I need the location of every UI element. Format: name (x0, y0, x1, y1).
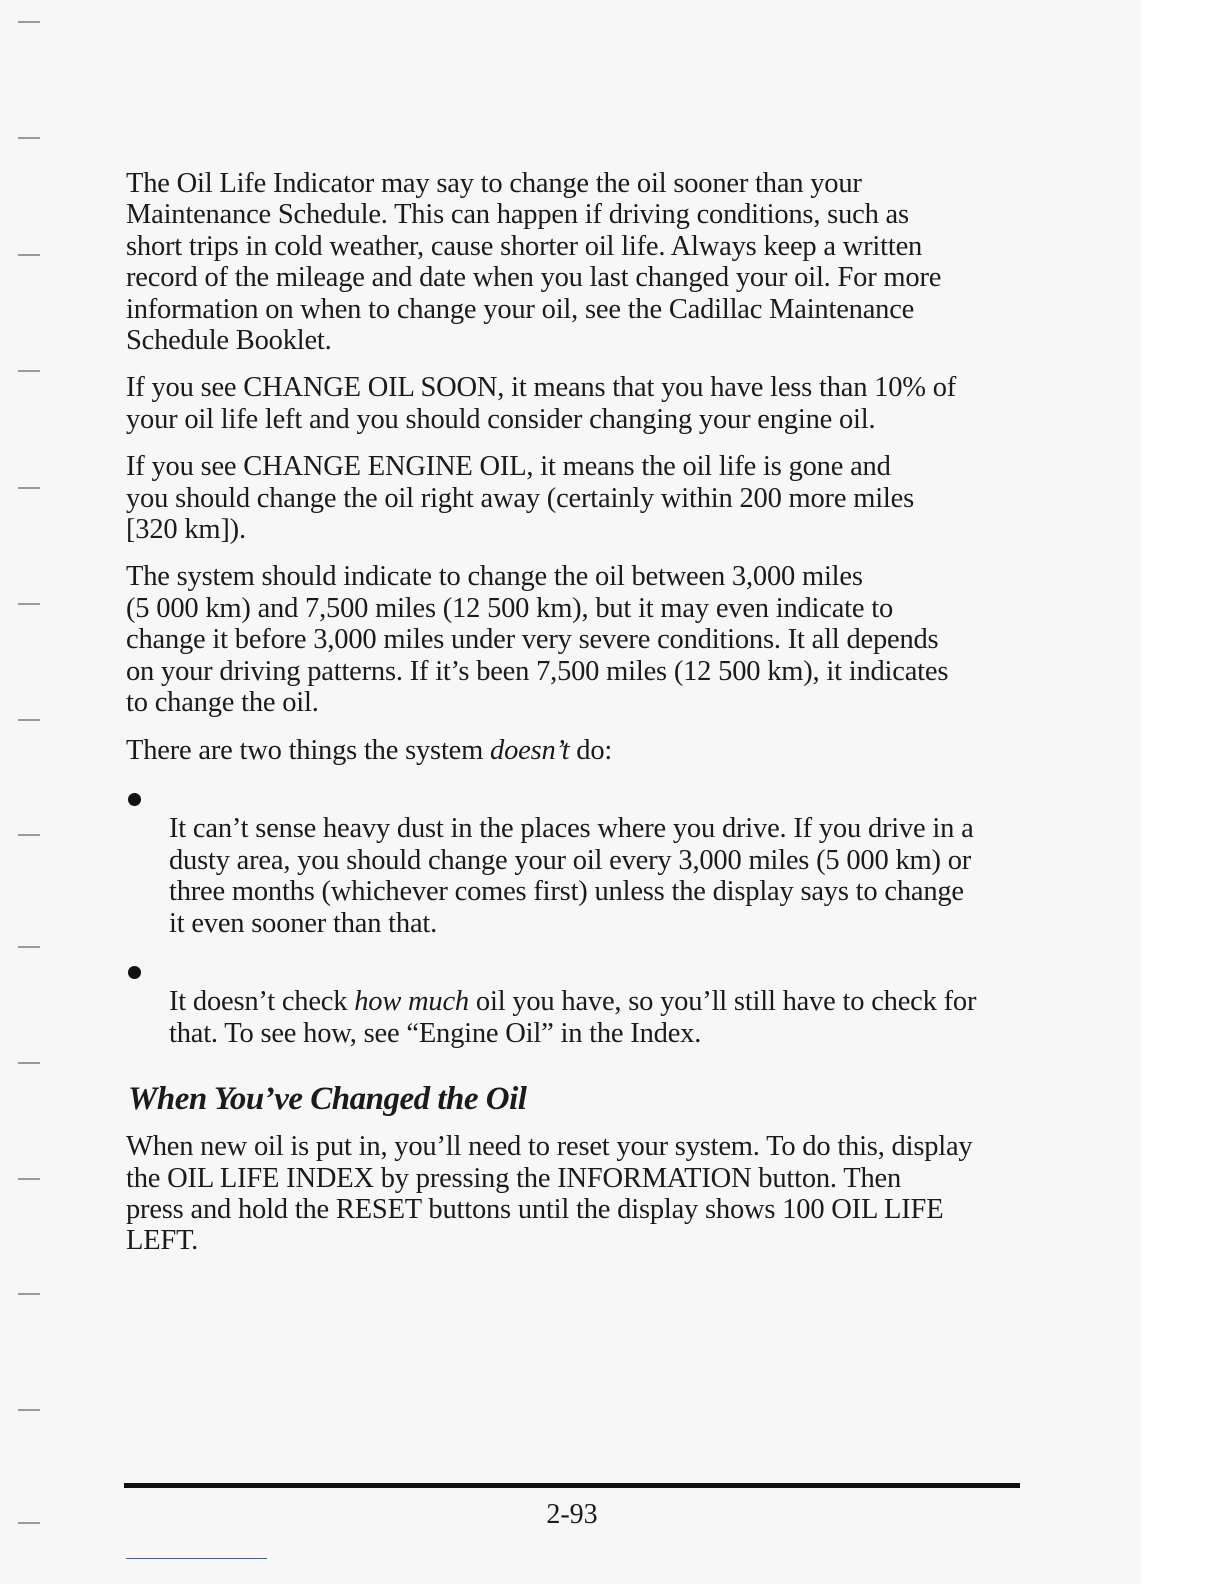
margin-tick (18, 834, 40, 836)
list-item (126, 955, 1031, 1049)
oil-life-indicator-paragraph: The Oil Life Indicator may say to change the oil sooner than your Maintenance Schedule. This can happen if driving conditions, such as short trips in cold weather, cause shorter oil life. Always keep a written record of the mileage and date when you last changed your oil. For more information on when to change your oil, see the Cadillac Maintenance Schedule Booklet. (126, 168, 942, 357)
change-engine-oil-paragraph: If you see CHANGE ENGINE OIL, it means the oil life is gone and you should change the oil right away (certainly within 200 more miles [320 km]). (126, 451, 914, 546)
reset-instructions-paragraph: When new oil is put in, you’ll need to reset your system. To do this, display the OIL LIFE INDEX by pressing the INFORMATION button. Then press and hold the RESET buttons until the display shows 100 OIL LIFE LEFT. (126, 1131, 973, 1257)
margin-tick (18, 370, 40, 372)
bullet-text: It can’t sense heavy dust in the places where you drive. If you drive in a dusty area, you should change your oil every 3,000 miles (5 000 km) or three months (whichever comes first) unless the display says to change it even sooner than that. (169, 813, 974, 939)
oil-change-interval-paragraph: The system should indicate to change the oil between 3,000 miles (5 000 km) and 7,500 miles (12 500 km), but it may even indicate to change it before 3,000 miles under very severe conditions. It all depends on your driving patterns. If it’s been 7,500 miles (12 500 km), it indicates to change the oil. (126, 561, 949, 719)
bottom-underline (126, 1558, 267, 1559)
margin-tick (18, 1062, 40, 1064)
two-things-paragraph (126, 735, 1031, 766)
bullet-text: It doesn’t check (169, 986, 355, 1018)
bullet-text-end: oil you have, so you’ll still have to check for that. To see how, see “Engine Oil” in the Index. (169, 986, 977, 1049)
margin-tick (18, 1293, 40, 1295)
limitations-list (126, 782, 1031, 1049)
two-things-emphasis: doesn’t (490, 734, 570, 766)
margin-tick (18, 1522, 40, 1524)
margin-tick (18, 254, 40, 256)
margin-tick (18, 946, 40, 948)
bullet-icon (128, 793, 141, 806)
bullet-icon (128, 966, 141, 979)
bullet-emphasis: how much (354, 986, 469, 1018)
section-heading: When You’ve Changed the Oil (128, 1081, 527, 1118)
margin-tick (18, 1409, 40, 1411)
page-number: 2-93 (546, 1499, 598, 1530)
two-things-text-end: do: (569, 734, 613, 766)
margin-tick (18, 487, 40, 489)
margin-tick (18, 1178, 40, 1180)
two-things-text: There are two things the system (126, 734, 491, 766)
list-item (126, 782, 1031, 939)
page-content (126, 168, 1031, 1273)
margin-tick (18, 137, 40, 139)
margin-tick (18, 603, 40, 605)
change-oil-soon-paragraph: If you see CHANGE OIL SOON, it means that you have less than 10% of your oil life left and you should consider changing your engine oil. (126, 372, 957, 435)
margin-tick (18, 719, 40, 721)
margin-tick (18, 21, 40, 23)
footer-divider (124, 1483, 1020, 1488)
